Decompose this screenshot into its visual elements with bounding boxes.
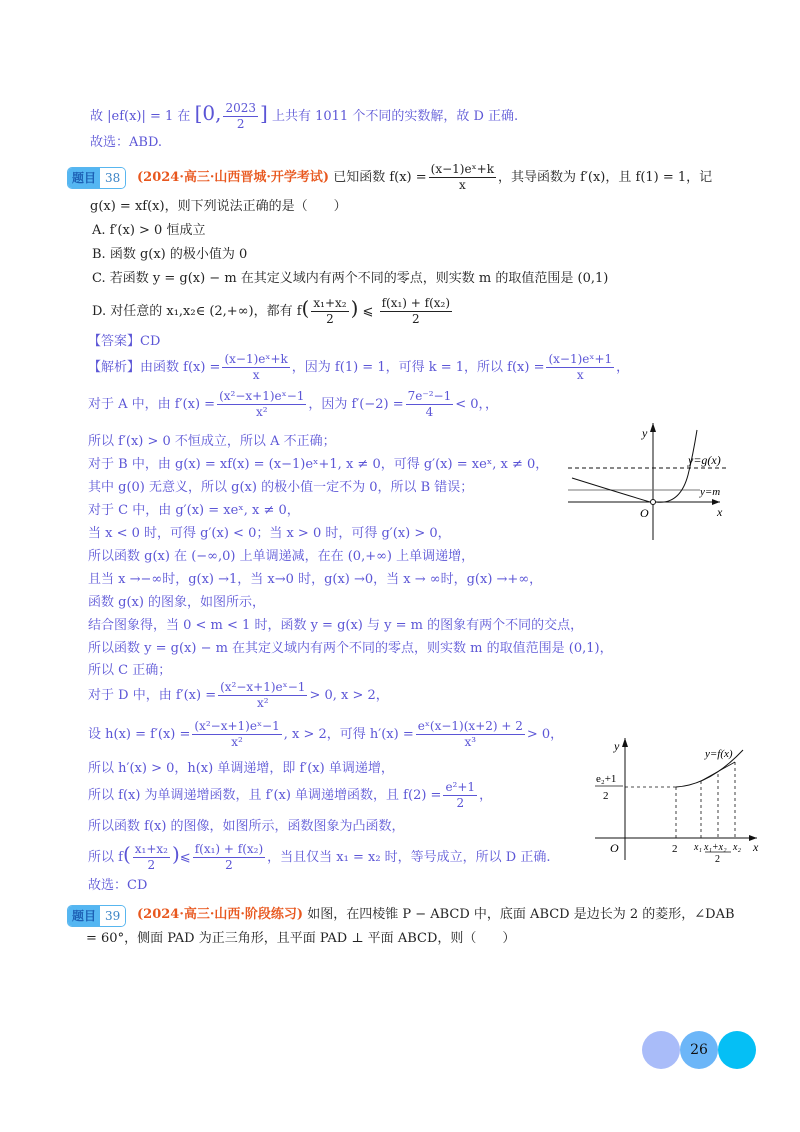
analysis-line-4: 对于 B 中，由 g(x) = xf(x) = (x−1)eˣ+1, x ≠ 0，可得 g′(x) = xeˣ, x ≠ 0，: [88, 457, 549, 472]
question-number: 39: [100, 906, 125, 926]
text: 对于 A 中，由 f′(x) =: [88, 397, 216, 412]
line-label: y=m: [700, 486, 721, 498]
frac-den: x³: [464, 735, 477, 749]
curve-label: y=g(x): [688, 453, 721, 467]
frac-den: x: [458, 178, 466, 192]
text: ，因为 f(1) = 1，可得 k = 1，所以 f(x) =: [291, 360, 545, 375]
analysis-line-17: [88, 780, 492, 812]
text: 已知函数 f(x) =: [333, 170, 427, 185]
text: D. 对任意的 x₁,x₂∈ (2,+∞)，都有 f: [92, 304, 302, 319]
text: , x > 2，可得 h′(x) =: [283, 727, 414, 742]
text: > 0, x > 2，: [309, 688, 389, 703]
frac-den: x²: [231, 735, 243, 749]
question-source: (2024·高三·山西·阶段练习): [137, 907, 304, 922]
text: ⩽: [179, 850, 191, 865]
x-axis-label: x: [717, 505, 723, 519]
analysis-line-5: 其中 g(0) 无意义，所以 g(x) 的极小值一定不为 0，所以 B 错误；: [88, 480, 474, 495]
frac-den: 2: [147, 858, 156, 872]
frac-den: 2: [411, 312, 420, 326]
fraction: [311, 296, 348, 327]
frac-num: x₁+x₂: [134, 842, 168, 856]
question-stem: [137, 906, 735, 924]
text: ，当且仅当 x₁ = x₂ 时，等号成立，所以 D 正确.: [267, 850, 551, 865]
text: ，因为 f′(−2) =: [308, 397, 404, 412]
analysis-line-11: 结合图象得，当 0 < m < 1 时，函数 y = g(x) 与 y = m 的图象有两个不同的交点，: [88, 618, 584, 633]
analysis-line-20: 故选：CD: [88, 878, 148, 893]
analysis-line-6: 对于 C 中，由 g′(x) = xeˣ, x ≠ 0，: [88, 503, 300, 518]
analysis-line-3: 所以 f′(x) > 0 不恒成立，所以 A 不正确；: [88, 434, 336, 449]
x-tick-mid-num: x₁+x₂: [704, 842, 727, 853]
text: ，: [616, 360, 630, 375]
frac-num: (x−1)eˣ+1: [548, 352, 613, 366]
prev-choice-line: 故选：ABD.: [90, 135, 163, 150]
fraction: [193, 842, 265, 873]
origin-label: O: [640, 506, 649, 520]
fraction: [546, 352, 614, 383]
frac-den: x²: [256, 696, 269, 710]
analysis-line-18: 所以函数 f(x) 的图像，如图所示，函数图象为凸函数，: [88, 819, 405, 834]
frac-num: (x²−x+1)eˣ−1: [194, 719, 280, 733]
frac-num: (x²−x+1)eˣ−1: [220, 680, 306, 694]
fraction: [133, 842, 170, 873]
page-dot-left: [642, 1031, 680, 1069]
y-tick-den: 2: [603, 790, 609, 802]
interval-left: [0,: [194, 101, 222, 125]
frac-den: x²: [255, 405, 268, 419]
question-stem: [137, 162, 712, 193]
fraction: [443, 780, 477, 811]
option-a: A. f′(x) > 0 恒成立: [92, 223, 206, 238]
frac-den: 2: [236, 117, 245, 131]
frac-num: 7e⁻²−1: [407, 389, 452, 403]
text: 设 h(x) = f′(x) =: [88, 727, 191, 742]
frac-den: 4: [425, 405, 434, 419]
text: 【解析】由函数 f(x) =: [88, 360, 221, 375]
fraction: [429, 162, 496, 193]
text: ，其导函数为 f′(x)，且 f(1) = 1，记: [498, 170, 713, 185]
frac-num: (x−1)eˣ+k: [224, 352, 288, 366]
fraction: [217, 389, 306, 420]
y-axis-label: y: [614, 739, 620, 753]
graph-g-of-x: [560, 415, 750, 545]
text: > 0，: [526, 727, 564, 742]
analysis-line-1: [88, 352, 629, 384]
option-d: D. 对任意的 x₁,x₂∈ (2,+∞)，都有 f( $\frac{\text{x₁+x₂}}{2}$ ) ⩽ $\frac{\text{f(x₁) + f(x₂)}}{2}$: [92, 296, 451, 326]
fraction: [406, 389, 454, 420]
x-tick-2: 2: [672, 843, 678, 855]
analysis-line-15: [88, 719, 563, 751]
frac-num: f(x₁) + f(x₂): [381, 296, 451, 310]
question-badge: [67, 167, 126, 189]
page-number: 26: [680, 1031, 718, 1069]
frac-den: 2: [326, 312, 334, 326]
frac-den: 2: [225, 858, 233, 872]
page-dot-right: [718, 1031, 756, 1069]
analysis-line-12: 所以函数 y = g(x) − m 在其定义域内有两个不同的零点，则实数 m 的取值范围是 (0,1)，: [88, 641, 613, 656]
frac-num: f(x₁) + f(x₂): [194, 842, 264, 856]
frac-num: x₁+x₂: [313, 296, 347, 310]
analysis-line-14: [88, 680, 389, 712]
frac-den: x: [252, 368, 260, 382]
prev-conclusion-line: [90, 100, 518, 132]
option-b: B. 函数 g(x) 的极小值为 0: [92, 247, 248, 262]
interval-right: ]: [260, 101, 268, 125]
y-axis-label: y: [642, 426, 648, 440]
frac-num: (x−1)eˣ+k: [430, 162, 494, 176]
frac-num: 2023: [225, 101, 257, 115]
graph-f-of-x: [585, 730, 765, 870]
question-source: (2024·高三·山西晋城·开学考试): [137, 170, 330, 185]
frac-den: x: [576, 368, 584, 382]
text: 如图，在四棱锥 P − ABCD 中，底面 ABCD 是边长为 2 的菱形，∠DAB: [307, 907, 735, 922]
text: ，: [479, 788, 493, 803]
text: 故 |ef(x)| = 1 在: [90, 109, 191, 124]
answer-line: 【答案】CD: [88, 334, 161, 349]
fraction: [416, 719, 525, 750]
analysis-line-13: 所以 C 正确；: [88, 663, 172, 678]
question-number: 38: [100, 168, 125, 188]
text: ⩽: [362, 304, 374, 319]
x-tick-mid-den: 2: [715, 854, 720, 865]
fraction: [192, 719, 281, 750]
analysis-line-10: 函数 g(x) 的图象，如图所示，: [88, 595, 266, 610]
badge-label: 题目: [68, 168, 100, 188]
analysis-line-2: [88, 389, 498, 421]
analysis-line-7: 当 x < 0 时，可得 g′(x) < 0；当 x > 0 时，可得 g′(x) > 0，: [88, 526, 451, 541]
frac-num: (x²−x+1)eˣ−1: [219, 389, 305, 403]
text: < 0，，: [455, 397, 499, 412]
x-tick-x2: x₂: [733, 842, 741, 853]
frac-num: eˣ(x−1)(x+2) + 2: [417, 719, 523, 733]
text: 上共有 1011 个不同的实数解，故 D 正确.: [271, 109, 519, 124]
question-stem-line2: g(x) = xf(x)，则下列说法正确的是（ ）: [90, 199, 347, 214]
fraction: [218, 680, 307, 711]
fraction: [223, 101, 258, 132]
question-badge: [67, 905, 126, 927]
analysis-line-16: 所以 h′(x) > 0，h(x) 单调递增，即 f′(x) 单调递增，: [88, 761, 394, 776]
x-tick-x1: x₁: [694, 842, 702, 853]
text: 所以 f(x) 为单调递增函数，且 f′(x) 单调递增函数，且 f(2) =: [88, 788, 442, 803]
text: 对于 D 中，由 f′(x) =: [88, 688, 217, 703]
curve-label: y=f(x): [705, 748, 733, 760]
analysis-line-9: 且当 x →−∞时，g(x) →1，当 x→0 时，g(x) →0，当 x → ∞时，g(x) →+∞，: [88, 572, 543, 587]
analysis-line-19: 所以 f( $\frac{\text{x₁+x₂}}{2}$ )⩽ $\frac{\text{f(x₁) + f(x₂)}}{2}$ ，当且仅当 x₁ = x₂ 时，等号成立，所以 D 正确.: [88, 842, 551, 872]
origin-label: O: [610, 841, 619, 855]
x-axis-label: x: [753, 840, 759, 854]
question-stem-line2: = 60°，侧面 PAD 为正三角形，且平面 PAD ⊥ 平面 ABCD，则（ ）: [86, 931, 516, 946]
option-c: C. 若函数 y = g(x) − m 在其定义域内有两个不同的零点，则实数 m 的取值范围是 (0,1): [92, 271, 609, 286]
fraction: [380, 296, 452, 327]
analysis-line-8: 所以函数 g(x) 在 (−∞,0) 上单调递减，在在 (0,+∞) 上单调递增，: [88, 549, 475, 564]
badge-label: 题目: [68, 906, 100, 926]
frac-den: 2: [456, 796, 465, 810]
y-tick-num: e₂+1: [596, 773, 617, 785]
frac-num: e²+1: [445, 780, 476, 794]
text: 所以 f: [88, 850, 123, 865]
fraction: [222, 352, 289, 383]
